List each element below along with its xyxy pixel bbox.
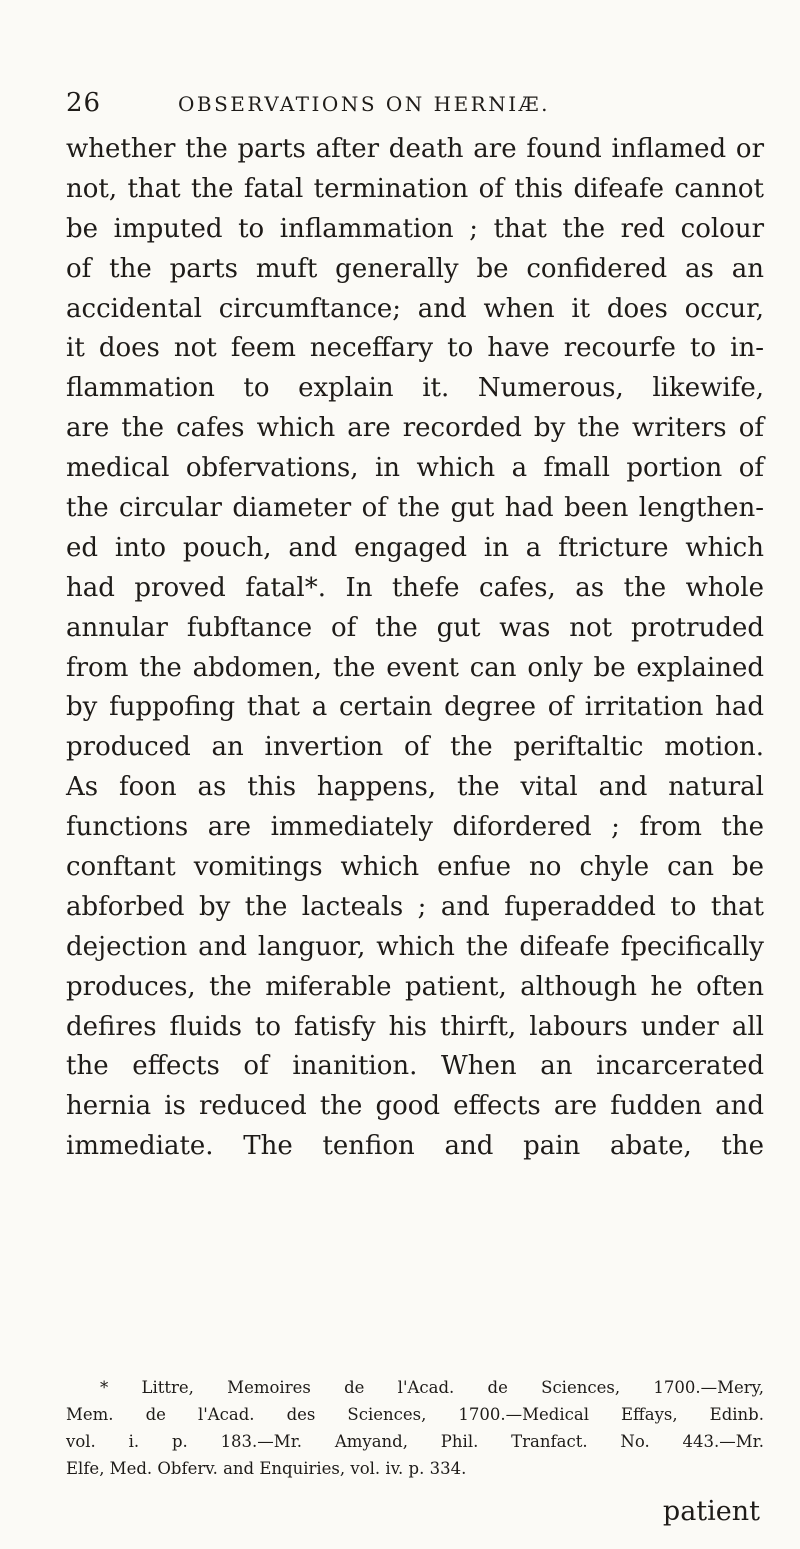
text-line: flammation to explain it. Numerous, likewife, <box>66 373 764 404</box>
text-line: of the parts muft generally be confidered as an <box>66 253 764 284</box>
text-line: abforbed by the lacteals ; and fuperadded to that <box>66 891 764 922</box>
body-text <box>66 130 764 1167</box>
text-line: produced an invertion of the periftaltic motion. <box>66 732 764 763</box>
text-line: not, that the fatal termination of this difeafe cannot <box>66 173 764 204</box>
footnote <box>66 1374 764 1482</box>
page-header <box>66 88 766 128</box>
text-line: hernia is reduced the good effects are fudden and <box>66 1091 764 1122</box>
text-line: produces, the miferable patient, although he often <box>66 971 764 1002</box>
text-line: annular fubftance of the gut was not protruded <box>66 612 764 643</box>
footnote-line: * Littre, Memoires de l'Acad. de Sciences, 1700.—Mery, <box>100 1378 764 1397</box>
text-line: medical obfervations, in which a fmall portion of <box>66 453 764 484</box>
text-line: from the abdomen, the event can only be explained <box>66 652 764 683</box>
footnote-line: Elfe, Med. Obferv. and Enquiries, vol. iv. p. 334. <box>66 1459 467 1478</box>
text-line: conftant vomitings which enfue no chyle can be <box>66 852 764 883</box>
text-line: accidental circumftance; and when it does occur, <box>66 293 764 324</box>
footnote-line: vol. i. p. 183.—Mr. Amyand, Phil. Tranfact. No. 443.—Mr. <box>66 1432 764 1451</box>
text-line: by fuppofing that a certain degree of irritation had <box>66 692 764 723</box>
text-line: be imputed to inflammation ; that the red colour <box>66 213 764 244</box>
text-line: ed into pouch, and engaged in a ftricture which <box>66 532 764 563</box>
text-line: the circular diameter of the gut had been lengthen- <box>66 493 764 524</box>
text-line: whether the parts after death are found inflamed or <box>66 134 764 164</box>
text-line: the effects of inanition. When an incarcerated <box>66 1051 764 1082</box>
text-line: are the cafes which are recorded by the writers of <box>66 413 764 444</box>
text-line: dejection and languor, which the difeafe fpecifically <box>66 931 764 962</box>
text-line: defires fluids to fatisfy his thirft, labours under all <box>66 1011 764 1042</box>
catchword: patient <box>662 1496 760 1527</box>
text-line: it does not feem neceffary to have recourfe to in- <box>66 333 764 364</box>
page-number: 26 <box>66 88 102 118</box>
text-line: had proved fatal*. In thefe cafes, as the whole <box>66 572 764 603</box>
text-line: immediate. The tenfion and pain abate, the <box>66 1131 764 1162</box>
text-line: functions are immediately difordered ; from the <box>66 812 764 843</box>
text-line: As foon as this happens, the vital and natural <box>66 772 764 803</box>
running-head: OBSERVATIONS ON HERNIÆ. <box>178 92 551 116</box>
footnote-line: Mem. de l'Acad. des Sciences, 1700.—Medical Effays, Edinb. <box>66 1405 764 1424</box>
